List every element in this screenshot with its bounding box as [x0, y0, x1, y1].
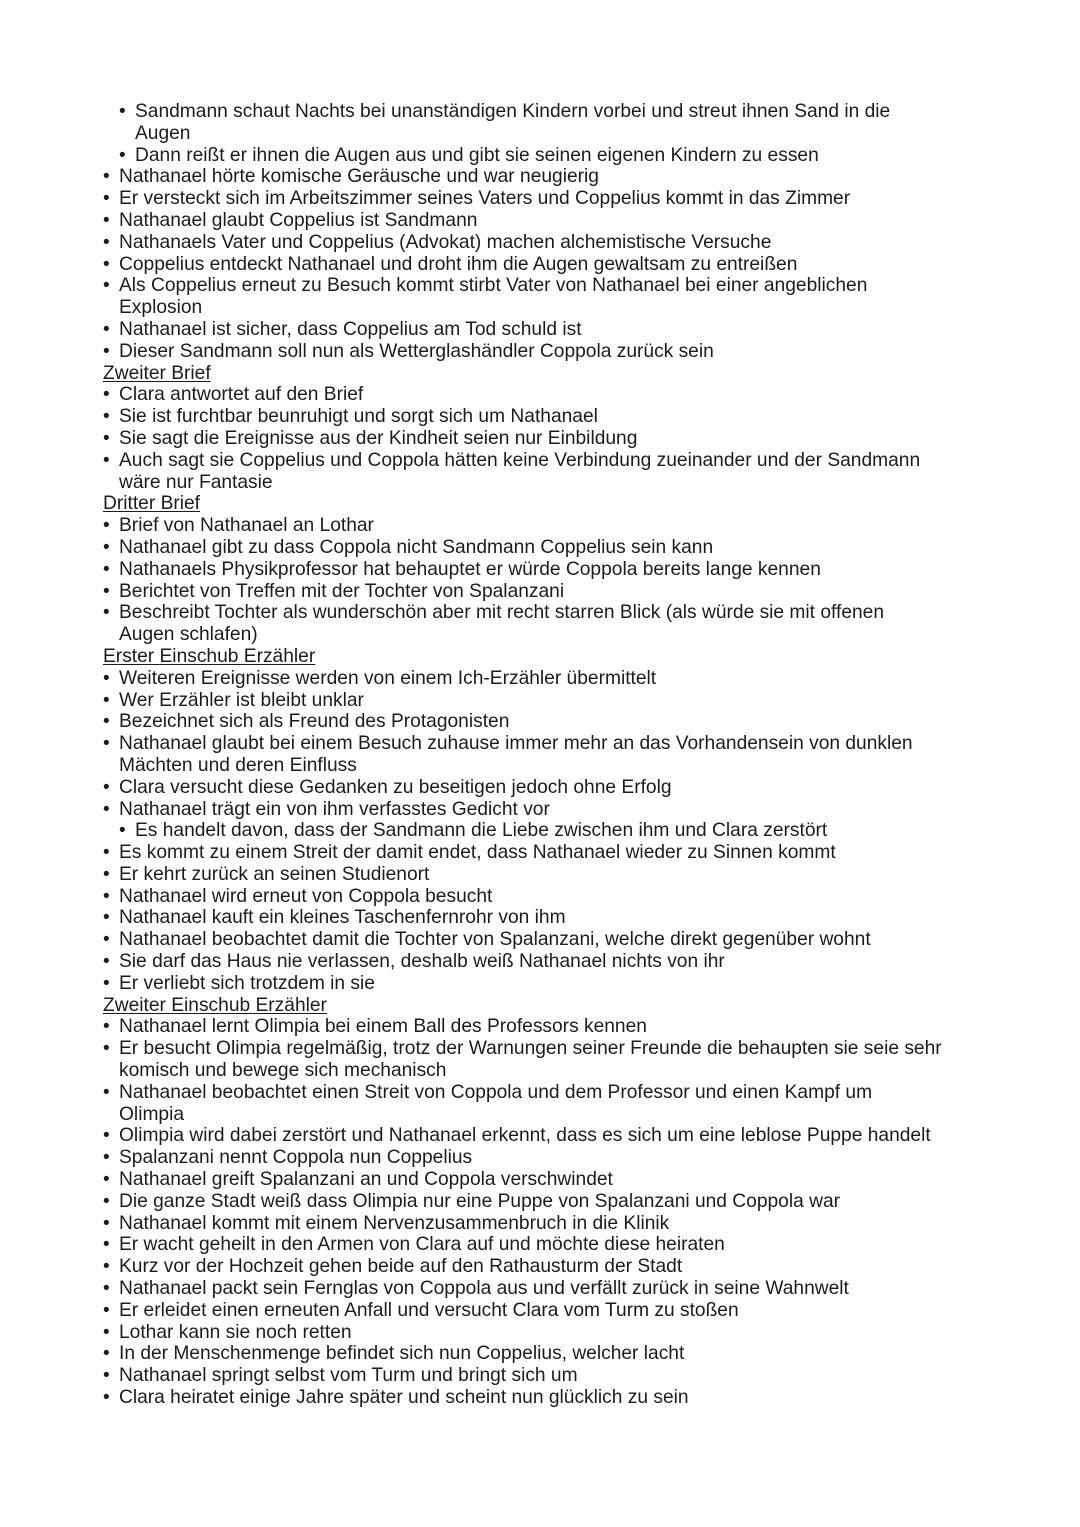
section-heading [0, 646, 1080, 668]
list-item-text: Bezeichnet sich als Freund des Protagonisten [119, 711, 510, 733]
list-item-continuation [0, 755, 1080, 777]
list-item-text: Olimpia wird dabei zerstört und Nathanael erkennt, dass es sich um eine leblose Puppe handelt [119, 1125, 931, 1147]
list-item [0, 1234, 1080, 1256]
list-item-text: Augen [135, 122, 191, 144]
list-item-continuation [0, 297, 1080, 319]
list-item-text: Er besucht Olimpia regelmäßig, trotz der Warnungen seiner Freunde die behaupten sie seie sehr [119, 1038, 942, 1060]
list-item-text: Nathanael hörte komische Geräusche und war neugierig [119, 166, 599, 188]
bullet-icon: • [103, 1278, 110, 1300]
bullet-icon: • [103, 776, 110, 798]
list-item-text: Augen schlafen) [119, 624, 258, 646]
list-item-text: Nathanael greift Spalanzani an und Coppola verschwindet [119, 1169, 613, 1191]
list-item-text: Nathanael lernt Olimpia bei einem Ball des Professors kennen [119, 1016, 647, 1038]
bullet-icon: • [103, 188, 110, 210]
bullet-icon: • [103, 689, 110, 711]
list-item-text: Explosion [119, 297, 203, 319]
list-item [0, 232, 1080, 254]
list-item-text: Nathanael kommt mit einem Nervenzusammenbruch in die Klinik [119, 1212, 670, 1234]
list-item-text: Sie darf das Haus nie verlassen, deshalb weiß Nathanael nichts von ihr [119, 951, 725, 973]
list-item-text: Nathanael wird erneut von Coppola besucht [119, 885, 493, 907]
list-item-text: Mächten und deren Einfluss [119, 754, 357, 776]
section-heading [0, 995, 1080, 1017]
list-item-text: Clara antwortet auf den Brief [119, 384, 364, 406]
list-item-text: Nathanaels Physikprofessor hat behauptet er würde Coppola bereits lange kennen [119, 558, 821, 580]
list-item-text: Spalanzani nennt Coppola nun Coppelius [119, 1147, 473, 1169]
list-item-text: Er verliebt sich trotzdem in sie [119, 972, 375, 994]
list-item-text: Wer Erzähler ist bleibt unklar [119, 689, 364, 711]
list-item [0, 711, 1080, 733]
list-item-text: Dieser Sandmann soll nun als Wetterglashändler Coppola zurück sein [119, 340, 714, 362]
list-item-text: komisch und bewege sich mechanisch [119, 1060, 447, 1082]
bullet-icon: • [103, 972, 110, 994]
list-item [0, 428, 1080, 450]
bullet-icon: • [103, 1016, 110, 1038]
bullet-icon: • [119, 101, 126, 122]
list-item [0, 733, 1080, 755]
list-item-text: Auch sagt sie Coppelius und Coppola hätten keine Verbindung zueinander und der Sandmann [119, 449, 921, 471]
bullet-icon: • [103, 384, 110, 406]
list-item [0, 384, 1080, 406]
list-item [0, 166, 1080, 188]
list-item [0, 799, 1080, 821]
list-item [0, 1082, 1080, 1104]
list-item [0, 581, 1080, 603]
list-item-text: Nathanael kauft ein kleines Taschenfernrohr von ihm [119, 907, 566, 929]
list-item-text: Sandmann schaut Nachts bei unanständigen Kindern vorbei und streut ihnen Sand in die [135, 101, 891, 122]
list-item [0, 602, 1080, 624]
list-item [0, 929, 1080, 951]
section-heading-text: Dritter Brief [103, 493, 201, 515]
list-item [0, 690, 1080, 712]
list-item [0, 210, 1080, 232]
bullet-icon: • [103, 1299, 110, 1321]
bullet-icon: • [103, 231, 110, 253]
list-item [0, 1191, 1080, 1213]
list-item-text: Weiteren Ereignisse werden von einem Ich-Erzähler übermittelt [119, 667, 657, 689]
bullet-icon: • [103, 1081, 110, 1103]
list-item-text: Kurz vor der Hochzeit gehen beide auf den Rathausturm der Stadt [119, 1256, 683, 1278]
list-item [0, 559, 1080, 581]
list-item-text: Nathanael glaubt bei einem Besuch zuhause immer mehr an das Vorhandensein von dunklen [119, 733, 913, 755]
list-item [0, 1038, 1080, 1060]
bullet-icon: • [103, 1234, 110, 1256]
list-item-text: Sie sagt die Ereignisse aus der Kindheit seien nur Einbildung [119, 427, 638, 449]
bullet-icon: • [103, 929, 110, 951]
bullet-icon: • [103, 798, 110, 820]
list-item-text: Dann reißt er ihnen die Augen aus und gibt sie seinen eigenen Kindern zu essen [135, 144, 819, 166]
list-item-text: Er kehrt zurück an seinen Studienort [119, 863, 430, 885]
list-item [0, 406, 1080, 428]
list-item-text: Es handelt davon, dass der Sandmann die Liebe zwischen ihm und Clara zerstört [135, 820, 828, 842]
bullet-icon: • [119, 144, 126, 166]
list-item-text: Als Coppelius erneut zu Besuch kommt stirbt Vater von Nathanael bei einer angeblichen [119, 275, 868, 297]
list-item [0, 1343, 1080, 1365]
list-item [0, 101, 1080, 123]
list-item-text: Lothar kann sie noch retten [119, 1321, 352, 1343]
bullet-icon: • [103, 602, 110, 624]
bullet-icon: • [103, 711, 110, 733]
bullet-icon: • [103, 580, 110, 602]
list-item [0, 1387, 1080, 1409]
list-item-text: Nathanael beobachtet damit die Tochter von Spalanzani, welche direkt gegenüber wohnt [119, 929, 871, 951]
list-item-text: Nathanael packt sein Fernglas von Coppola aus und verfällt zurück in seine Wahnwelt [119, 1278, 849, 1300]
bullet-icon: • [103, 907, 110, 929]
bullet-icon: • [103, 449, 110, 471]
list-item [0, 1213, 1080, 1235]
bullet-icon: • [103, 536, 110, 558]
list-item-continuation [0, 123, 1080, 145]
list-item [0, 1147, 1080, 1169]
list-item [0, 886, 1080, 908]
list-item [0, 254, 1080, 276]
list-item-text: Er erleidet einen erneuten Anfall und versucht Clara vom Turm zu stoßen [119, 1299, 739, 1321]
list-item [0, 777, 1080, 799]
list-item-continuation [0, 1060, 1080, 1082]
bullet-icon: • [103, 1038, 110, 1060]
bullet-icon: • [103, 1387, 110, 1409]
list-item-text: Nathanael glaubt Coppelius ist Sandmann [119, 209, 478, 231]
list-item [0, 907, 1080, 929]
bullet-icon: • [103, 667, 110, 689]
list-item-text: Olimpia [119, 1103, 185, 1125]
list-item-text: Beschreibt Tochter als wunderschön aber mit recht starren Blick (als würde sie mit offenen [119, 602, 885, 624]
list-item-continuation [0, 624, 1080, 646]
list-item-text: Nathanael gibt zu dass Coppola nicht Sandmann Coppelius sein kann [119, 536, 714, 558]
list-item [0, 1169, 1080, 1191]
list-item-text: Clara heiratet einige Jahre später und scheint nun glücklich zu sein [119, 1387, 689, 1409]
list-item [0, 319, 1080, 341]
list-item-text: Die ganze Stadt weiß dass Olimpia nur eine Puppe von Spalanzani und Coppola war [119, 1190, 841, 1212]
bullet-icon: • [103, 275, 110, 297]
bullet-icon: • [103, 427, 110, 449]
bullet-icon: • [103, 1212, 110, 1234]
list-item-text: Sie ist furchtbar beunruhigt und sorgt sich um Nathanael [119, 406, 598, 428]
list-item-text: Er versteckt sich im Arbeitszimmer seines Vaters und Coppelius kommt in das Zimmer [119, 188, 851, 210]
list-item [0, 1016, 1080, 1038]
list-item [0, 1365, 1080, 1387]
bullet-icon: • [103, 166, 110, 188]
bullet-icon: • [103, 951, 110, 973]
list-item [0, 145, 1080, 167]
list-item [0, 275, 1080, 297]
bullet-icon: • [103, 318, 110, 340]
list-item-text: In der Menschenmenge befindet sich nun Coppelius, welcher lacht [119, 1343, 685, 1365]
list-item-continuation [0, 1104, 1080, 1126]
bullet-icon: • [119, 820, 126, 842]
list-item [0, 515, 1080, 537]
bullet-icon: • [103, 340, 110, 362]
bullet-icon: • [103, 209, 110, 231]
bullet-icon: • [103, 1125, 110, 1147]
section-heading-text: Erster Einschub Erzähler [103, 645, 316, 667]
list-item-text: Nathanael springt selbst vom Turm und bringt sich um [119, 1365, 578, 1387]
bullet-icon: • [103, 515, 110, 537]
bullet-icon: • [103, 885, 110, 907]
section-heading [0, 363, 1080, 385]
list-item [0, 1278, 1080, 1300]
list-item [0, 537, 1080, 559]
bullet-icon: • [103, 1147, 110, 1169]
bullet-icon: • [103, 1190, 110, 1212]
bullet-icon: • [103, 558, 110, 580]
section-heading-text: Zweiter Brief [103, 362, 211, 384]
list-item-text: Er wacht geheilt in den Armen von Clara auf und möchte diese heiraten [119, 1234, 725, 1256]
list-item-text: wäre nur Fantasie [119, 471, 273, 493]
bullet-icon: • [103, 1256, 110, 1278]
list-item-text: Coppelius entdeckt Nathanael und droht ihm die Augen gewaltsam zu entreißen [119, 253, 798, 275]
list-item-continuation [0, 472, 1080, 494]
list-item-text: Nathanael beobachtet einen Streit von Coppola und dem Professor und einen Kampf um [119, 1081, 873, 1103]
list-item [0, 1322, 1080, 1344]
bullet-icon: • [103, 842, 110, 864]
list-item [0, 820, 1080, 842]
bullet-icon: • [103, 1343, 110, 1365]
list-item [0, 1300, 1080, 1322]
bullet-icon: • [103, 1321, 110, 1343]
list-item [0, 668, 1080, 690]
section-heading-text: Zweiter Einschub Erzähler [103, 994, 327, 1016]
bullet-icon: • [103, 1169, 110, 1191]
list-item-text: Brief von Nathanael an Lothar [119, 515, 374, 537]
list-item-text: Berichtet von Treffen mit der Tochter von Spalanzani [119, 580, 565, 602]
section-heading [0, 493, 1080, 515]
bullet-icon: • [103, 863, 110, 885]
bullet-icon: • [103, 253, 110, 275]
list-item [0, 842, 1080, 864]
list-item [0, 951, 1080, 973]
bullet-icon: • [103, 1365, 110, 1387]
document-page [0, 101, 1080, 1409]
list-item [0, 341, 1080, 363]
list-item [0, 188, 1080, 210]
list-item [0, 864, 1080, 886]
list-item-text: Clara versucht diese Gedanken zu beseitigen jedoch ohne Erfolg [119, 776, 672, 798]
list-item [0, 450, 1080, 472]
bullet-icon: • [103, 406, 110, 428]
list-item [0, 973, 1080, 995]
list-item-text: Nathanael ist sicher, dass Coppelius am Tod schuld ist [119, 318, 582, 340]
list-item-text: Nathanaels Vater und Coppelius (Advokat) machen alchemistische Versuche [119, 231, 772, 253]
list-item [0, 1125, 1080, 1147]
list-item [0, 1256, 1080, 1278]
list-item-text: Nathanael trägt ein von ihm verfasstes Gedicht vor [119, 798, 550, 820]
list-item-text: Es kommt zu einem Streit der damit endet, dass Nathanael wieder zu Sinnen kommt [119, 842, 836, 864]
bullet-icon: • [103, 733, 110, 755]
